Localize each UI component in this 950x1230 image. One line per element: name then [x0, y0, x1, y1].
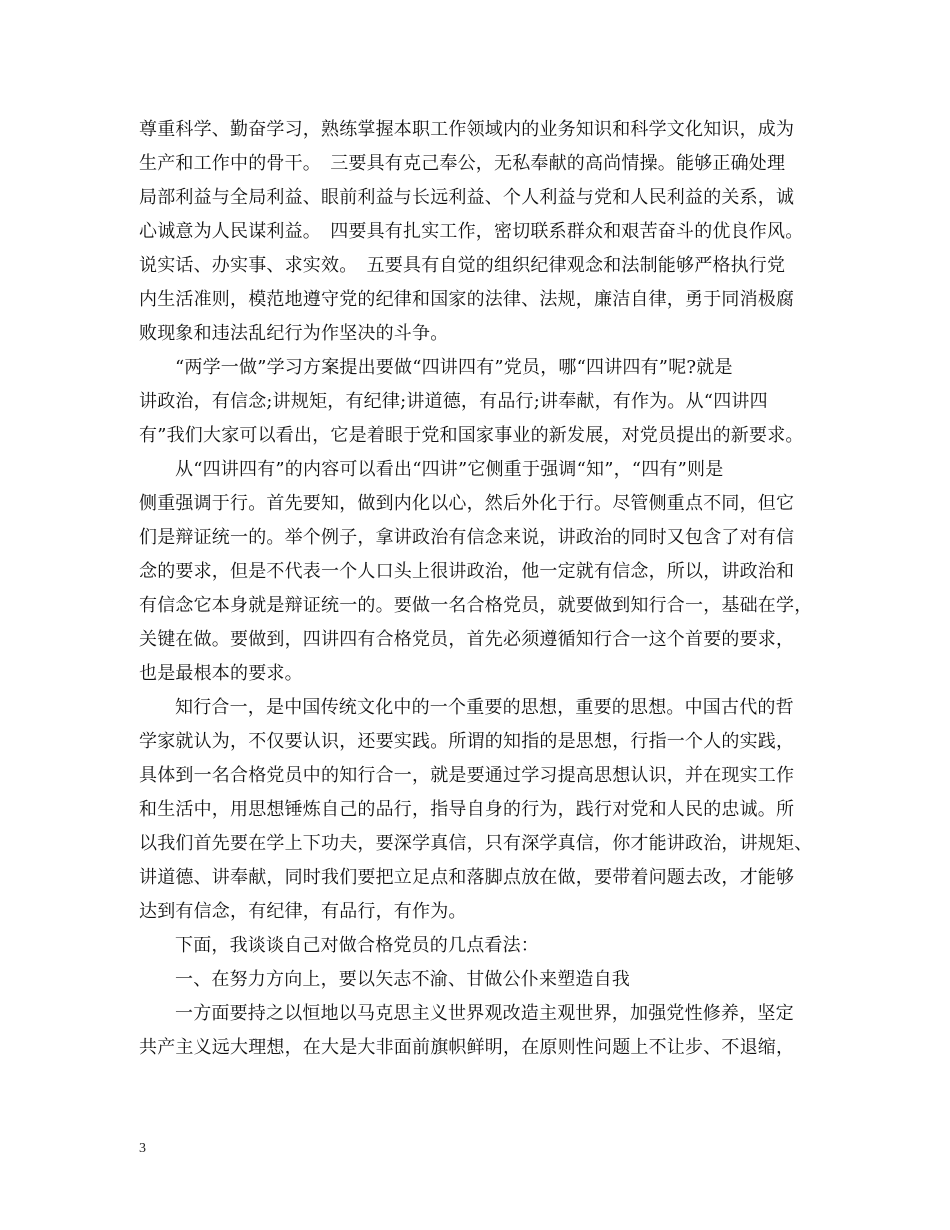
text-line: 也是最根本的要求。	[139, 663, 303, 684]
paragraph-start-line: 知行合一，是中国传统文化中的一个重要的思想，重要的思想。中国古代的哲	[175, 697, 794, 718]
paragraph-start-line: 从“四讲四有”的内容可以看出“四讲”它侧重于强调“知”，“四有”则是	[175, 459, 724, 480]
page-number: 3	[139, 1141, 146, 1156]
text-line: 们是辩证统一的。举个例子，拿讲政治有信念来说，讲政治的同时又包含了对有信	[139, 527, 795, 548]
paragraph-start-line: 下面，我谈谈自己对做合格党员的几点看法：	[175, 935, 539, 956]
paragraph-start-line: “两学一做”学习方案提出要做“四讲四有”党员，哪“四讲四有”呢?就是	[175, 357, 733, 378]
text-line: 生产和工作中的骨干。 三要具有克己奉公，无私奉献的高尚情操。能够正确处理	[139, 153, 786, 174]
text-line: 念的要求，但是不代表一个人口头上很讲政治，他一定就有信念，所以，讲政治和	[139, 561, 795, 582]
text-line: 共产主义远大理想，在大是大非面前旗帜鲜明，在原则性问题上不让步、不退缩，	[139, 1037, 795, 1058]
text-line: 心诚意为人民谋利益。 四要具有扎实工作，密切联系群众和艰苦奋斗的优良作风。	[139, 221, 804, 242]
text-line: 学家就认为，不仅要认识，还要实践。所谓的知指的是思想，行指一个人的实践，	[139, 731, 795, 752]
text-line: 尊重科学、勤奋学习，熟练掌握本职工作领域内的业务知识和科学文化知识，成为	[139, 119, 795, 140]
text-line: 侧重强调于行。首先要知，做到内化以心，然后外化于行。尽管侧重点不同，但它	[139, 493, 795, 514]
text-line: 有信念它本身就是辩证统一的。要做一名合格党员，就要做到知行合一，基础在学，	[139, 595, 813, 616]
text-line: 有”我们大家可以看出，它是着眼于党和国家事业的新发展，对党员提出的新要求。	[139, 425, 804, 446]
paragraph-start-line: 一方面要持之以恒地以马克思主义世界观改造主观世界，加强党性修养，坚定	[175, 1003, 794, 1024]
text-line: 讲政治，有信念;讲规矩，有纪律;讲道德，有品行;讲奉献，有作为。从“四讲四	[139, 391, 768, 412]
text-line: 和生活中，用思想锤炼自己的品行，指导自身的行为，践行对党和人民的忠诚。所	[139, 799, 795, 820]
text-line: 讲道德、讲奉献，同时我们要把立足点和落脚点放在做，要带着问题去改，才能够	[139, 867, 795, 888]
text-line: 内生活准则，模范地遵守党的纪律和国家的法律、法规，廉洁自律，勇于同消极腐	[139, 289, 795, 310]
text-line: 具体到一名合格党员中的知行合一，就是要通过学习提高思想认识，并在现实工作	[139, 765, 795, 786]
text-line: 败现象和违法乱纪行为作坚决的斗争。	[139, 323, 449, 344]
text-line: 关键在做。要做到，四讲四有合格党员，首先必须遵循知行合一这个首要的要求，	[139, 629, 795, 650]
section-heading: 一、在努力方向上，要以矢志不渝、甘做公仆来塑造自我	[175, 969, 630, 990]
text-line: 说实话、办实事、求实效。 五要具有自觉的组织纪律观念和法制能够严格执行党	[139, 255, 786, 276]
text-line: 以我们首先要在学上下功夫，要深学真信，只有深学真信，你才能讲政治，讲规矩、	[139, 833, 813, 854]
text-line: 达到有信念，有纪律，有品行，有作为。	[139, 901, 467, 922]
text-line: 局部利益与全局利益、眼前利益与长远利益、个人利益与党和人民利益的关系，诚	[139, 187, 795, 208]
